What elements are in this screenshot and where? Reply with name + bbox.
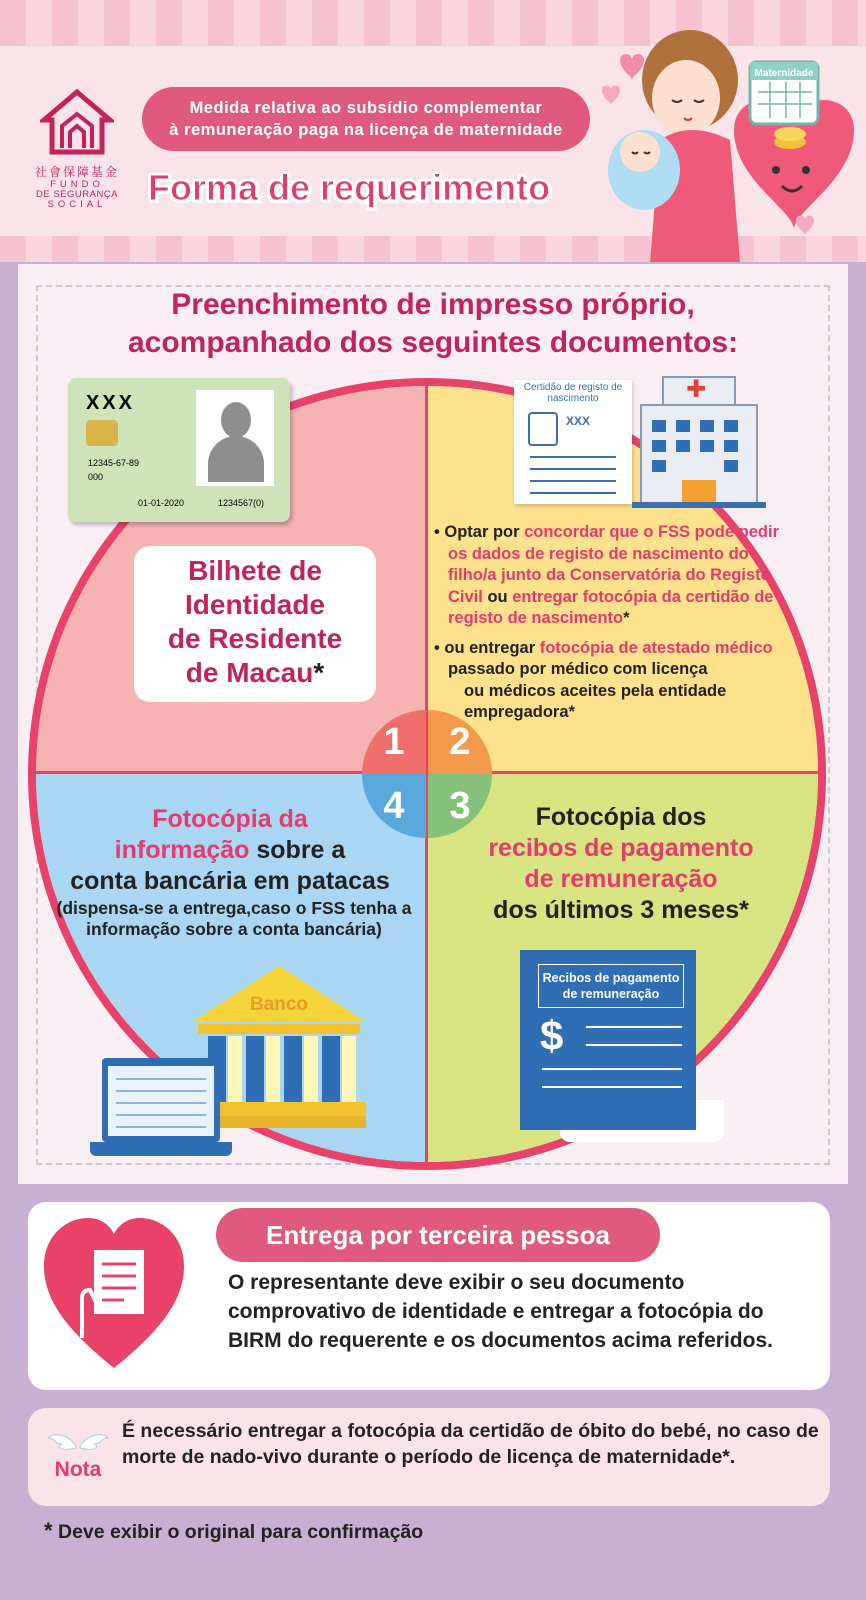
- item-2-option-2-cont: ou médicos aceites pela entidade empregadora*: [464, 681, 727, 721]
- id-card-number: 12345-67-89: [88, 458, 140, 468]
- logo-line-2: DE SEGURANÇA: [35, 189, 118, 200]
- item-3-line-4: dos últimos 3 meses*: [493, 896, 749, 924]
- item-4-text: Fotocópia da informação sobre a conta bancária em patacas: [40, 804, 420, 897]
- bank-label: Banco: [249, 994, 309, 1015]
- small-heart-icon: [796, 216, 814, 236]
- item-3-line-3: de remuneração: [524, 865, 718, 893]
- item-3-line-1: Fotocópia dos: [535, 803, 707, 831]
- laptop-icon: [90, 1058, 232, 1160]
- wings-icon: [46, 1432, 110, 1454]
- certificate-name: XXX: [566, 414, 591, 428]
- header-banner: [0, 0, 866, 262]
- nota-text: É necessário entregar a fotocópia da certidão de óbito do bebé, no caso de morte de nado-vivo durante o período de licença de maternidade*.: [122, 1420, 819, 1468]
- id-card-id: 1234567(0): [218, 498, 265, 508]
- subtitle-line-1: Medida relativa ao subsídio complementar: [189, 99, 543, 117]
- number-badge-3: 3: [428, 774, 492, 838]
- nota-label: Nota: [54, 1458, 102, 1481]
- birth-certificate-illustration: [514, 380, 632, 504]
- fss-logo: [22, 88, 132, 216]
- house-logo-icon: [40, 88, 114, 156]
- small-heart-icon: [602, 86, 620, 106]
- item-1-line-2: Identidade: [184, 589, 325, 620]
- footnote: [44, 1518, 744, 1545]
- item-4-line-1: Fotocópia da: [152, 805, 308, 833]
- number-badge-2: 2: [428, 710, 492, 774]
- dollar-icon: $: [540, 1012, 564, 1059]
- certificate-title: Certidão de registo de nascimento: [523, 382, 623, 404]
- person-icon: [221, 402, 251, 438]
- logo-chinese-name: 社會保障基金: [34, 165, 119, 179]
- item-1-line-1: Bilhete de: [188, 555, 322, 586]
- item-2-option-2: • ou entregar fotocópia de atestado médico passado por médico com licença: [434, 638, 773, 678]
- item-1-line-4: de Macau: [185, 657, 314, 688]
- page-title: Forma de requerimento: [148, 167, 551, 208]
- subtitle-pill: [142, 87, 590, 151]
- documents-heading: [40, 286, 826, 362]
- item-4-highlight: informação: [114, 836, 250, 864]
- id-card-name: XXX: [86, 392, 136, 414]
- item-2-option-1: • Optar por concordar que o FSS pode pedir os dados de registo de nascimento do filho/a junto da Conservatória do Registo Civil ou entregar fotocópia da certidão de registo de nascimento*: [434, 523, 779, 627]
- item-1-line-3: de Residente: [167, 623, 343, 654]
- item-3-line-2: recibos de pagamento: [488, 834, 754, 862]
- item-1-label: [134, 546, 376, 702]
- subtitle-line-2: à remuneração paga na licença de maternidade: [169, 121, 563, 139]
- number-badge-4: 4: [362, 774, 426, 838]
- heart-document-icon: [44, 1218, 184, 1368]
- id-card-code: 000: [88, 472, 104, 482]
- small-heart-icon: [620, 54, 644, 80]
- receipt-title: Recibos de pagamento de remuneração: [538, 964, 684, 1008]
- heading-line-1: Preenchimento de impresso próprio,: [171, 288, 695, 321]
- salary-receipt-illustration: [520, 950, 696, 1130]
- third-party-text: O representante deve exibir o seu documento comprovativo de identidade e entregar a fotocópia do BIRM do requerente e os documentos acima referidos.: [228, 1271, 773, 1352]
- id-card-illustration: [68, 378, 290, 522]
- mother-baby-illustration: [600, 20, 866, 262]
- item-3-text: [456, 802, 786, 926]
- logo-line-1: FUNDO: [50, 179, 104, 190]
- calendar-label: Maternidade: [754, 68, 814, 79]
- item-1-star: *: [313, 657, 325, 688]
- item-4-note: (dispensa-se a entrega,caso o FSS tenha a informação sobre a conta bancária): [56, 898, 412, 939]
- footnote-text: Deve exibir o original para confirmação: [57, 1521, 424, 1543]
- item-4-line-3: conta bancária em patacas: [70, 867, 390, 895]
- id-card-date: 01-01-2020: [138, 498, 185, 508]
- third-party-heading: Entrega por terceira pessoa: [216, 1208, 660, 1262]
- chip-icon: [86, 420, 118, 446]
- hospital-icon: ✚: [640, 376, 758, 506]
- heading-line-2: acompanhado dos seguintes documentos:: [127, 326, 739, 359]
- circle-divider-horizontal: [30, 771, 824, 774]
- item-2-text: [434, 522, 794, 724]
- footnote-star: *: [44, 1518, 53, 1543]
- logo-line-3: SOCIAL: [47, 199, 107, 210]
- number-badge-1: 1: [362, 710, 426, 774]
- baby-photo-icon: [528, 412, 558, 446]
